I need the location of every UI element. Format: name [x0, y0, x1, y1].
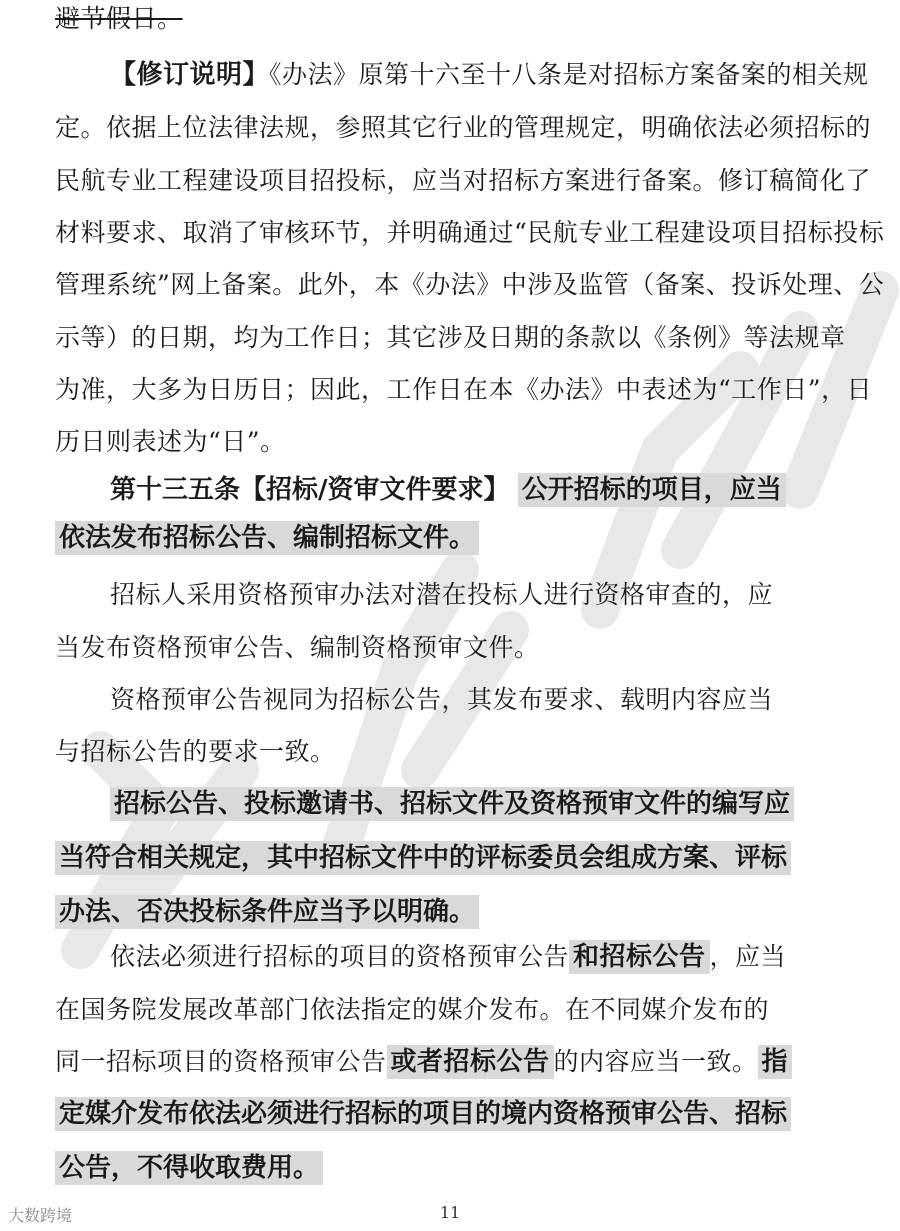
source-logo: 大数跨境 [8, 1206, 73, 1225]
article-heading-row [55, 466, 845, 514]
highlighted-text-1: 招标公告、投标邀请书、招标文件及资格预审文件的编写应 [110, 787, 794, 821]
paragraph-3-bold-text-1: 定媒介发布依法必须进行招标的项目的境内资格预审公告、招标 [55, 1097, 791, 1131]
revision-note-line-7: 为准，大多为日历日；因此，工作日在本《办法》中表述为“工作日”，日 [55, 375, 873, 404]
article-heading-highlight: 公开招标的项目，应当 [518, 473, 786, 507]
page-number: 11 [439, 1203, 461, 1222]
paragraph-3-highlight-c2: 指 [758, 1045, 793, 1079]
revision-note-line-5: 管理系统”网上备案。此外，本《办法》中涉及监管（备案、投诉处理、公 [55, 270, 885, 299]
highlighted-row-3 [55, 888, 845, 936]
paragraph-3-tail-a: ，应当 [709, 942, 787, 971]
revision-note-line-2: 定。依据上位法律法规，参照其它行业的管理规定，明确依法必须招标的 [55, 113, 872, 142]
paragraph-3-highlight-a: 和招标公告 [569, 940, 710, 974]
paragraph-3-tail-c: 的内容应当一致。 [553, 1047, 758, 1076]
revision-note-line-1 [110, 58, 869, 92]
revision-note-line-6: 示等）的日期，均为工作日；其它涉及日期的条款以《条例》等法规章 [55, 323, 846, 352]
article-heading-row-2 [55, 514, 845, 562]
paragraph-1-line-1: 招标人采用资格预审办法对潜在投标人进行资格审查的，应 [110, 580, 774, 609]
paragraph-3-text-c: 同一招标项目的资格预审公告 [55, 1047, 387, 1076]
revision-note-text: 《办法》原第十六至十八条是对招标方案备案的相关规 [269, 60, 869, 89]
struck-text: 避节假日。 [55, 4, 183, 33]
article-heading-block [55, 466, 845, 562]
revision-note-label: 【修订说明】 [110, 60, 270, 90]
paragraph-3-bold-row-1 [55, 1090, 845, 1138]
highlighted-row-1 [55, 780, 845, 828]
highlighted-paragraph [55, 780, 845, 936]
paragraph-3-line-1 [110, 940, 786, 974]
paragraph-2-line-1: 资格预审公告视同为招标公告，其发布要求、载明内容应当 [110, 685, 774, 714]
article-heading: 第十三五条【招标/资审文件要求】 [110, 475, 510, 505]
paragraph-3-bold-row-2 [55, 1144, 845, 1192]
paragraph-3-bold-text-2: 公告，不得收取费用。 [55, 1151, 323, 1185]
paragraph-3-line-3 [55, 1045, 792, 1079]
highlighted-text-3: 办法、否决投标条件应当予以明确。 [55, 895, 479, 929]
paragraph-1-line-2: 当发布资格预审公告、编制资格预审文件。 [55, 633, 540, 662]
paragraph-3-text-a: 依法必须进行招标的项目的资格预审公告 [110, 942, 570, 971]
revision-note-line-4: 材料要求、取消了审核环节，并明确通过“民航专业工程建设项目招标投标 [55, 218, 885, 247]
paragraph-2-line-2: 与招标公告的要求一致。 [55, 737, 336, 766]
paragraph-3-line-2: 在国务院发展改革部门依法指定的媒介发布。在不同媒介发布的 [55, 995, 770, 1024]
paragraph-3-highlight-c: 或者招标公告 [387, 1045, 554, 1079]
article-heading-highlight-2: 依法发布招标公告、编制招标文件。 [55, 521, 479, 555]
revision-note-line-3: 民航专业工程建设项目招投标，应当对招标方案进行备案。修订稿简化了 [55, 166, 872, 195]
highlighted-row-2 [55, 834, 845, 882]
paragraph-3-bold-block [55, 1090, 845, 1192]
revision-note-line-8: 历日则表述为“日”。 [55, 427, 286, 456]
highlighted-text-2: 当符合相关规定，其中招标文件中的评标委员会组成方案、评标 [55, 841, 791, 875]
